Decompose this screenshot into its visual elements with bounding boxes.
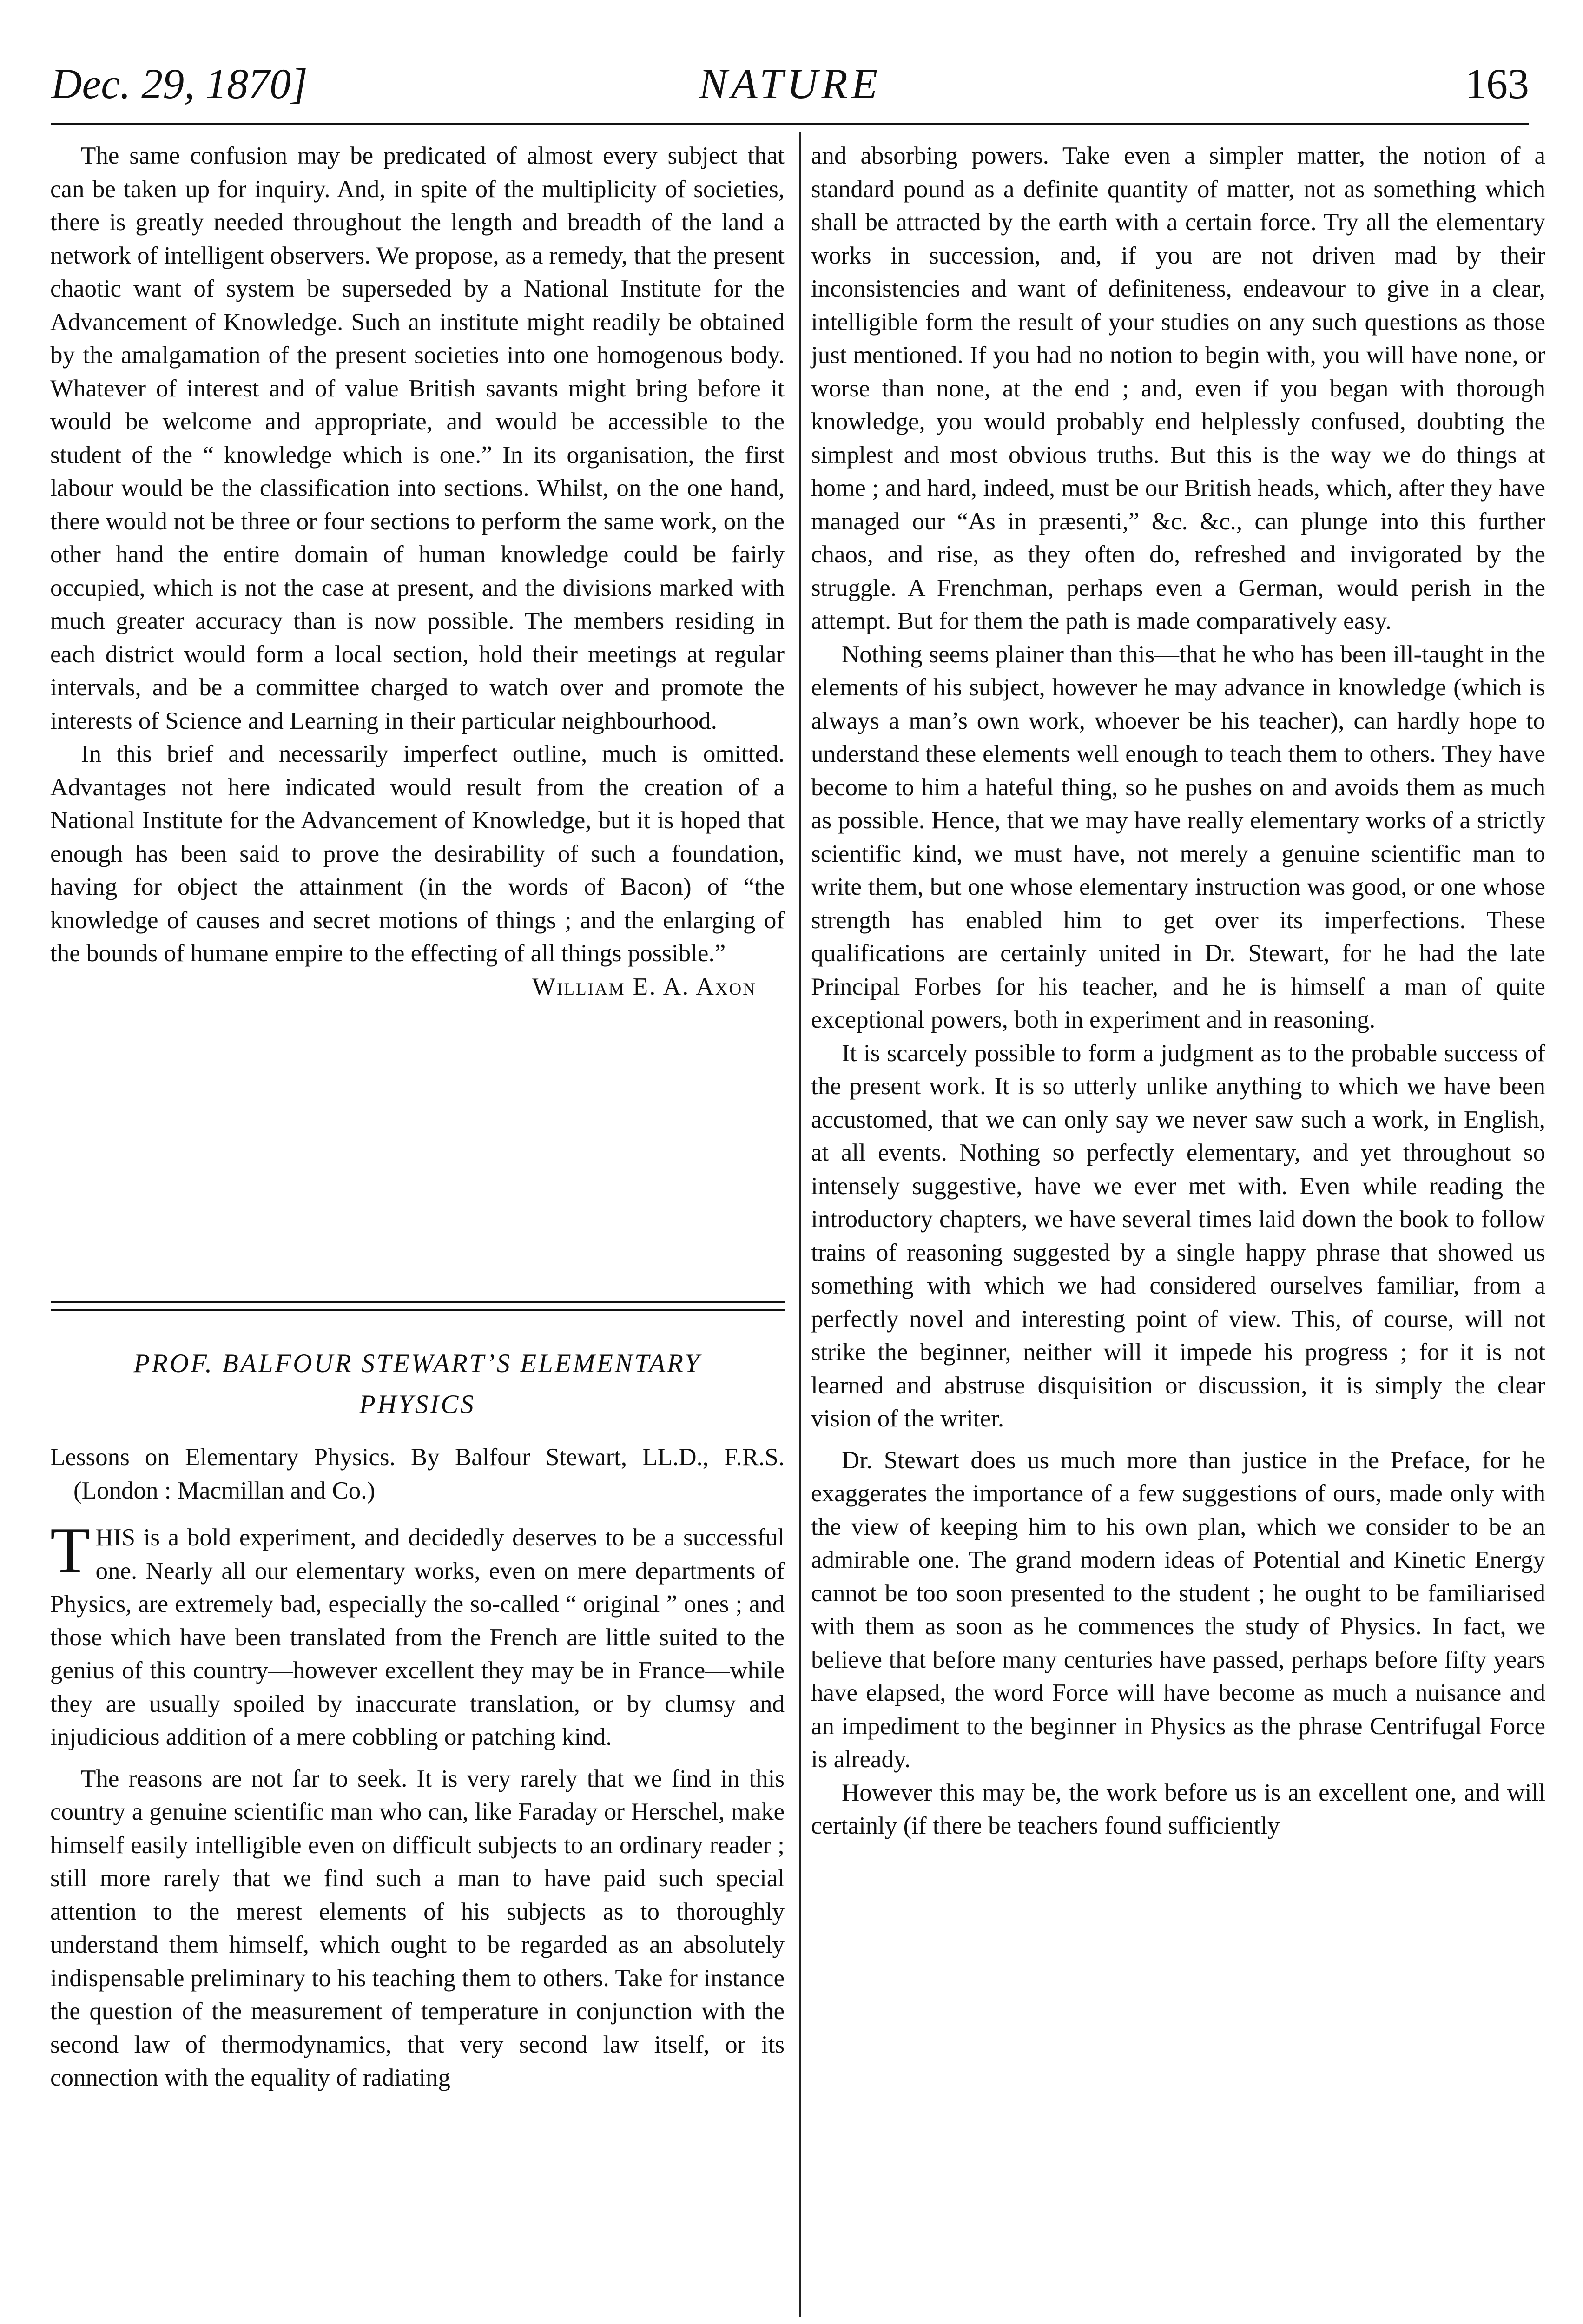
left-paragraph: The same confusion may be predicated of almost every subject that can be taken up for inquiry. And, in spite of the multiplicity of societies, there is greatly needed throughout the length and breadth of the land a network of intelligent observers. We propose, as a remedy, that the present chaotic want of system be superseded by a National Institute for the Advancement of Knowledge. Such an institute might readily be obtained by the amalgamation of the present societies into one homogenous body. Whatever of interest and of value British savants might bring before it would be welcome and appropriate, and would be accessible to the student of the “ knowledge which is one.” In its organisation, the first labour would be the classification into sections. Whilst, on the one hand, there would not be three or four sections to perform the same work, on the other hand the entire domain of human knowledge could be fairly occupied, which is not the case at present, and the divisions marked with much greater accuracy than is now possible. The members residing in each district would form a local section, hold their meetings at regular intervals, and be a committee charged to watch over and promote the interests of Science and Learning in their particular neighbourhood. [50,142,785,734]
article-title-line1: PROF. BALFOUR STEWART’S ELEMENTARY [133,1349,701,1378]
left-column-lower [50,1441,785,2095]
left-column-upper [50,139,785,1004]
right-column [811,139,1545,1843]
right-paragraph: Nothing seems plainer than this—that he who has been ill-taught in the elements of his subject, however he may advance in knowledge (which is always a man’s own work, whoever be his teacher), can hardly hope to understand these elements well enough to teach them to others. They have become to him a hateful thing, so he pushes on and avoids them as much as possible. Hence, that we may have really elementary works of a strictly scientific kind, we must have, not merely a genuine scientific man to write them, but one whose elementary instruction was good, or one whose strength has enabled him to get over its imperfections. These qualifications are certainly united in Dr. Stewart, for he had the late Principal Forbes for his teacher, and he is himself a man of quite exceptional powers, both in experiment and in reasoning. [811,640,1545,1033]
column-divider [799,132,801,2317]
right-paragraph: However this may be, the work before us is an excellent one, and will certainly (if there be teachers found sufficiently [811,1779,1545,1839]
author-signature: William E. A. Axon [532,973,757,1000]
article-separator [51,1301,785,1311]
right-paragraph: It is scarcely possible to form a judgment as to the probable success of the present work. It is so utterly unlike anything to which we have been accustomed, that we can only say we never saw such a work, in English, at all events. Nothing so perfectly elementary, and yet throughout so intensely suggestive, have we ever met with. Even while reading the introductory chapters, we have several times laid down the book to follow trains of reasoning suggested by a single happy phrase that showed us something with which we had considered ourselves familiar, from a perfectly novel and interesting point of view. This, of course, will not strike the beginner, neither will it impede his progress ; for it is not learned and abstruse disquisition or discussion, it is simply the clear vision of the writer. [811,1039,1545,1432]
issue-date: Dec. 29, 1870] [51,60,308,107]
drop-cap: T [50,1514,90,1586]
article-paragraph: The reasons are not far to seek. It is very rarely that we find in this country a genuine scientific man who can, like Faraday or Herschel, make himself easily intelligible even on difficult subjects to an ordinary reader ; still more rarely that we find such a man to have paid such special attention to the merest elements of his subjects as to thoroughly understand them himself, which ought to be regarded as an absolutely indispensable preliminary to his teaching them to others. Take for instance the question of the measurement of temperature in conjunction with the second law of thermodynamics, that very second law itself, or its connection with the equality of radiating [50,1765,785,2091]
article-title-line2: PHYSICS [359,1390,475,1419]
journal-title: NATURE [699,60,882,107]
first-paragraph-text: HIS is a bold experiment, and decidedly deserves to be a successful one. Nearly all our elementary works, even on mere departments of Physics, are extremely bad, especially the so-called “ original ” ones ; and those which have been translated from the French are little suited to the genius of this country—however excellent they may be in France—while they are usually spoiled by inaccurate translation, or by clumsy and injudicious addition of a mere cobbling or patching kind. [50,1524,785,1750]
article-title [50,1343,785,1425]
right-paragraph: and absorbing powers. Take even a simpler matter, the notion of a standard pound as a definite quantity of matter, not as something which shall be attracted by the earth with a certain force. Try all the elementary works in succession, and, if you are not driven mad by their inconsistencies and want of definiteness, endeavour to give in a clear, intelligible form the result of your studies on any such questions as those just mentioned. If you had no notion to begin with, you will have none, or worse than none, at the end ; and, even if you began with thorough knowledge, you would probably end helplessly confused, doubting the simplest and most obvious truths. But this is the way we do things at home ; and hard, indeed, must be our British heads, which, after they have managed our “As in præsenti,” &c. &c., can plunge into this further chaos, and rise, as they often do, refreshed and invigorated by the struggle. A Frenchman, perhaps even a German, would perish in the attempt. But for them the path is made comparatively easy. [811,142,1545,634]
page-number: 163 [1465,60,1529,107]
left-paragraph: In this brief and necessarily imperfect outline, much is omitted. Advantages not here indicated would result from the creation of a National Institute for the Advancement of Knowledge, but it is hoped that enough has been said to prove the desirability of such a foundation, having for object the attainment (in the words of Bacon) of “the knowledge of causes and secret motions of things ; and the enlarging of the bounds of humane empire to the effecting of all things possible.” [50,740,785,967]
right-paragraph: Dr. Stewart does us much more than justice in the Preface, for he exaggerates the importance of a few suggestions of ours, made only with the view of keeping him to his own plan, which we consider to be an admirable one. The grand modern ideas of Potential and Kinetic Energy cannot be too soon presented to the student ; he ought to be familiarised with them as soon as he commences the study of Physics. In fact, we believe that before many centuries have passed, perhaps before fifty years have elapsed, the word Force will have become as much a nuisance and an impediment to the beginner in Physics as the phrase Centrifugal Force is already. [811,1446,1545,1773]
book-citation: Lessons on Elementary Physics. By Balfour Stewart, LL.D., F.R.S. (London : Macmillan and Co.) [50,1444,785,1504]
header-rule [51,123,1529,125]
running-header [51,56,1529,121]
article-first-paragraph [50,1514,785,1754]
